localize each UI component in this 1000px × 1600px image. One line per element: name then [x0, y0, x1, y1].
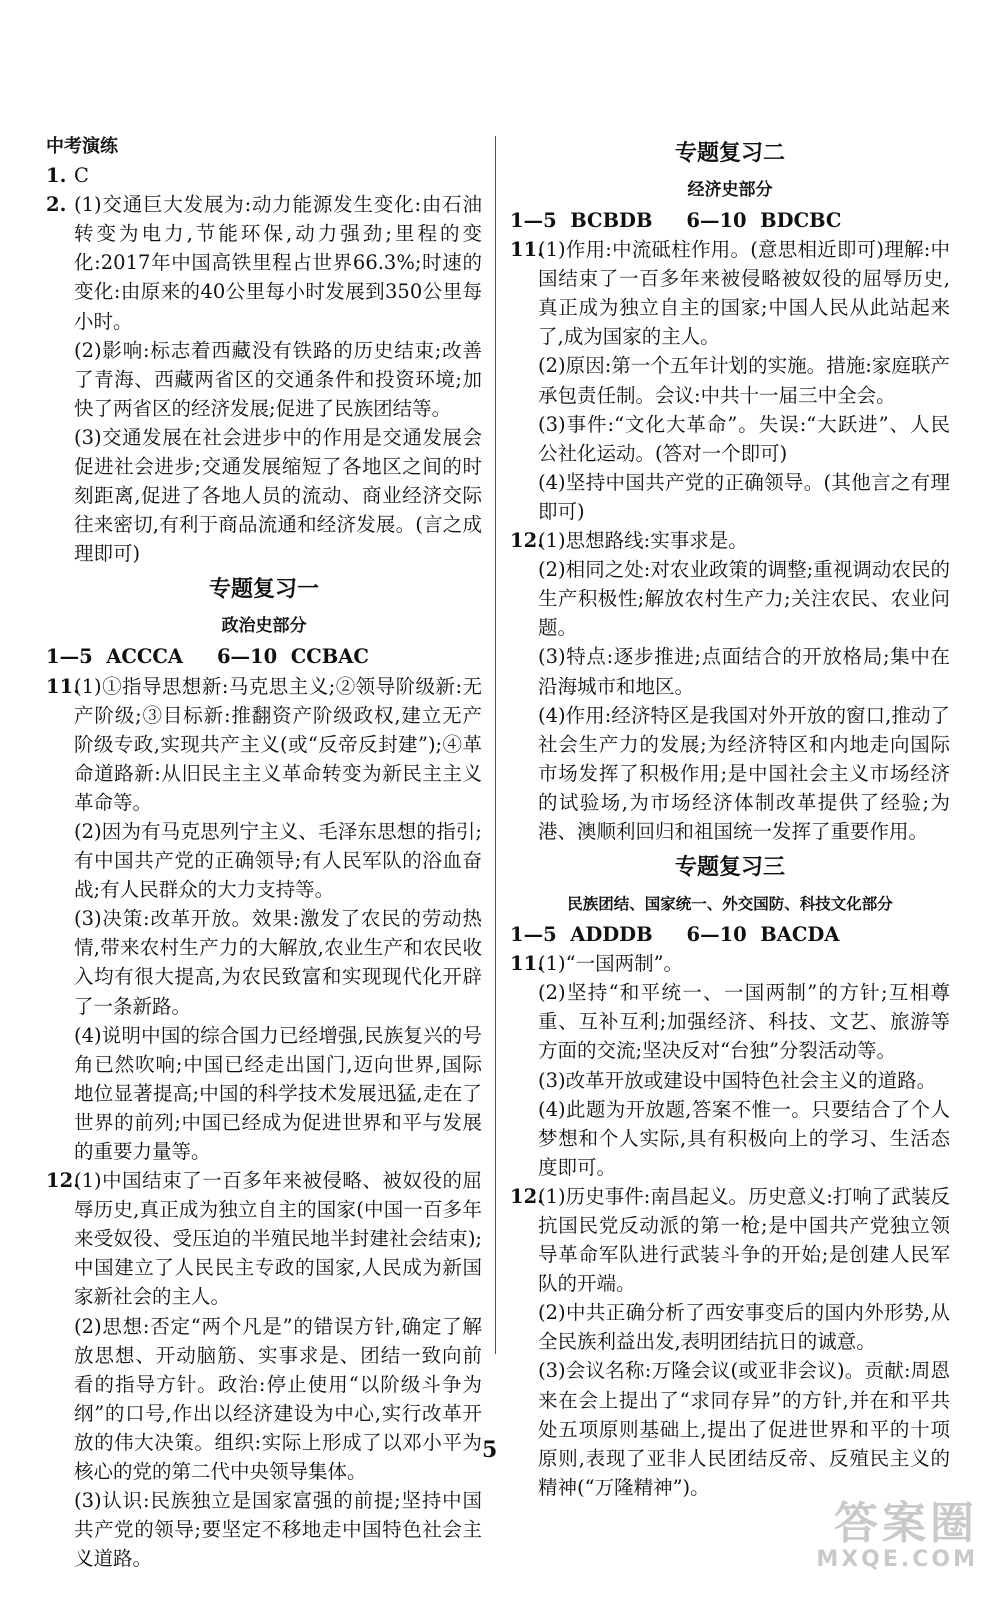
answer-part: (3)认识:民族独立是国家富强的前提;坚持中国共产党的领导;要坚定不移地走中国特色社会主义道路。 — [74, 1489, 482, 1571]
answer-part: (2)相同之处:对农业政策的调整;重视调动农民的生产积极性;解放农村生产力;关注农民、农业问题。 — [538, 558, 950, 640]
answer-part: (3)改革开放或建设中国特色社会主义的道路。 — [538, 1068, 937, 1092]
question-11 — [510, 949, 950, 1182]
question-number: 11. — [510, 238, 544, 262]
question-number: 11. — [510, 952, 544, 976]
column-divider — [495, 136, 496, 1354]
left-column — [46, 132, 482, 1573]
answer-part: (1)交通巨大发展为:动力能源发生变化:由石油转变为电力,节能环保,动力强劲;里程的变化:2017年中国高铁里程占世界66.3%;时速的变化:由原来的40公里每小时发展到350公里每小时。 — [74, 193, 482, 333]
question-number: 12. — [46, 1169, 80, 1193]
topic-subtitle-3: 民族团结、国家统一、外交国防、科技文化部分 — [567, 895, 893, 914]
question-12 — [46, 1166, 482, 1573]
watermark-url: MXQE.COM — [816, 1547, 978, 1572]
answer-part: (1)①指导思想新:马克思主义;②领导阶级新:无产阶级;③目标新:推翻资产阶级政权,建立无产阶级专政,实现共产主义(或“反帝反封建”);④革命道路新:从旧民主主义革命转变为新民主主义革命等。 — [74, 674, 482, 814]
question-11 — [46, 672, 482, 1167]
question-number: 11. — [46, 674, 80, 698]
watermark — [816, 1500, 978, 1572]
answer-part: (1)中国结束了一百多年来被侵略、被奴役的屈辱历史,真正成为独立自主的国家(中国一百多年来受奴役、受压迫的半殖民地半封建社会结束);中国建立了人民民主专政的国家,人民成为新国家新社会的主人。 — [74, 1169, 482, 1309]
answer-part: (4)说明中国的综合国力已经增强,民族复兴的号角已然吹响;中国已经走出国门,迈向世界,国际地位显著提高;中国的科学技术发展迅猛,走在了世界的前列;中国已经成为促进世界和平与发展的重要力量等。 — [74, 1023, 482, 1163]
answer-part: (3)决策:改革开放。效果:激发了农民的劳动热情,带来农村生产力的大解放,农业生产和农民收入均有很大提高,为农民致富和实现现代化开辟了一条新路。 — [74, 907, 482, 1018]
answer-part: (1)作用:中流砥柱作用。(意思相近即可)理解:中国结束了一百多年来被侵略被奴役的屈辱历史,真正成为独立自主的国家;中国人民从此站起来了,成为国家的主人。 — [538, 238, 950, 349]
topic-title-2: 专题复习二 — [674, 141, 785, 166]
answer-part: (2)因为有马克思列宁主义、毛泽东思想的指引;有中国共产党的正确领导;有人民军队的浴血奋战;有人民群众的大力支持等。 — [74, 819, 482, 902]
question-1 — [46, 161, 482, 190]
question-number: 1. — [46, 164, 67, 188]
question-2 — [46, 190, 482, 568]
answer-part: (3)交通发展在社会进步中的作用是交通发展会促进社会进步;交通发展缩短了各地区之间的时刻距离,促进了各地人员的流动、商业经济交际往来密切,有利于商品流通和经济发展。(言之成理即可) — [74, 425, 482, 566]
answer-part: (2)影响:标志着西藏没有铁路的历史结束;改善了青海、西藏两省区的交通条件和投资环境;加快了两省区的经济发展;促进了民族团结等。 — [74, 338, 482, 420]
right-column — [510, 132, 950, 1502]
answer-part: (3)特点:逐步推进;点面结合的开放格局;集中在沿海城市和地区。 — [538, 645, 950, 698]
answer-part: (4)坚持中国共产党的正确领导。(其他言之有理即可) — [538, 470, 950, 523]
question-number: 12. — [510, 529, 544, 553]
answer-part: (1)思想路线:实事求是。 — [538, 529, 748, 553]
answer-part: (4)作用:经济特区是我国对外开放的窗口,推动了社会生产力的发展;为经济特区和内地走向国际市场发挥了积极作用;是中国社会主义市场经济的试验场,为市场经济体制改革提供了经验;为港、澳顺利回归和祖国统一发挥了重要作用。 — [538, 703, 950, 843]
answer-part: (2)坚持“和平统一、一国两制”的方针;互相尊重、互补互利;加强经济、科技、文艺、旅游等方面的交流;坚决反对“台独”分裂活动等。 — [538, 981, 950, 1063]
answer-part: (2)原因:第一个五年计划的实施。措施:家庭联产承包责任制。会议:中共十一届三中全会。 — [538, 354, 950, 407]
choice-answers: 1—5 ACCCA 6—10 CCBAC — [46, 645, 369, 669]
topic-title-3: 专题复习三 — [674, 855, 785, 881]
answer-part: (3)会议名称:万隆会议(或亚非会议)。贡献:周恩来在会上提出了“求同存异”的方针,并在和平共处五项原则基础上,提出了促进世界和平的十项原则,表现了亚非人民团结反帝、反殖民主义的精神(“万隆精神”)。 — [538, 1359, 950, 1499]
topic-title-1: 专题复习一 — [208, 577, 319, 603]
question-number: 2. — [46, 193, 67, 217]
topic-subtitle-2: 经济史部分 — [687, 180, 773, 200]
answer-text: C — [74, 164, 89, 188]
answer-part: (3)事件:“文化大革命”。失误:“大跃进”、人民公社化运动。(答对一个即可) — [538, 412, 950, 465]
section-title-zhongkao: 中考演练 — [46, 136, 118, 157]
topic-subtitle-1: 政治史部分 — [221, 616, 307, 637]
choice-answers: 1—5 ADDDB 6—10 BACDA — [510, 923, 840, 947]
choice-answers: 1—5 BCBDB 6—10 BDCBC — [510, 209, 842, 232]
answer-part: (4)此题为开放题,答案不惟一。只要结合了个人梦想和个人实际,具有积极向上的学习、生活态度即可。 — [538, 1097, 950, 1179]
page-number: 5 — [482, 1437, 498, 1463]
question-12 — [510, 526, 950, 846]
answer-part: (2)思想:否定“两个凡是”的错误方针,确定了解放思想、开动脑筋、实事求是、团结一致向前看的指导方针。政治:停止使用“以阶级斗争为纲”的口号,作出以经济建设为中心,实行改革开放的伟大决策。组织:实际上形成了以邓小平为核心的党的第二代中央领导集体。 — [74, 1314, 482, 1484]
answer-part: (1)“一国两制”。 — [538, 952, 684, 976]
question-number: 12. — [510, 1184, 544, 1208]
answer-part: (2)中共正确分析了西安事变后的国内外形势,从全民族利益出发,表明团结抗日的诚意。 — [538, 1301, 950, 1354]
question-12 — [510, 1182, 950, 1502]
question-11 — [510, 235, 950, 526]
answer-part: (1)历史事件:南昌起义。历史意义:打响了武装反抗国民党反动派的第一枪;是中国共产党独立领导革命军队进行武装斗争的开始;是创建人民军队的开端。 — [538, 1184, 950, 1296]
watermark-logo-text: 答案圈 — [834, 1498, 978, 1549]
